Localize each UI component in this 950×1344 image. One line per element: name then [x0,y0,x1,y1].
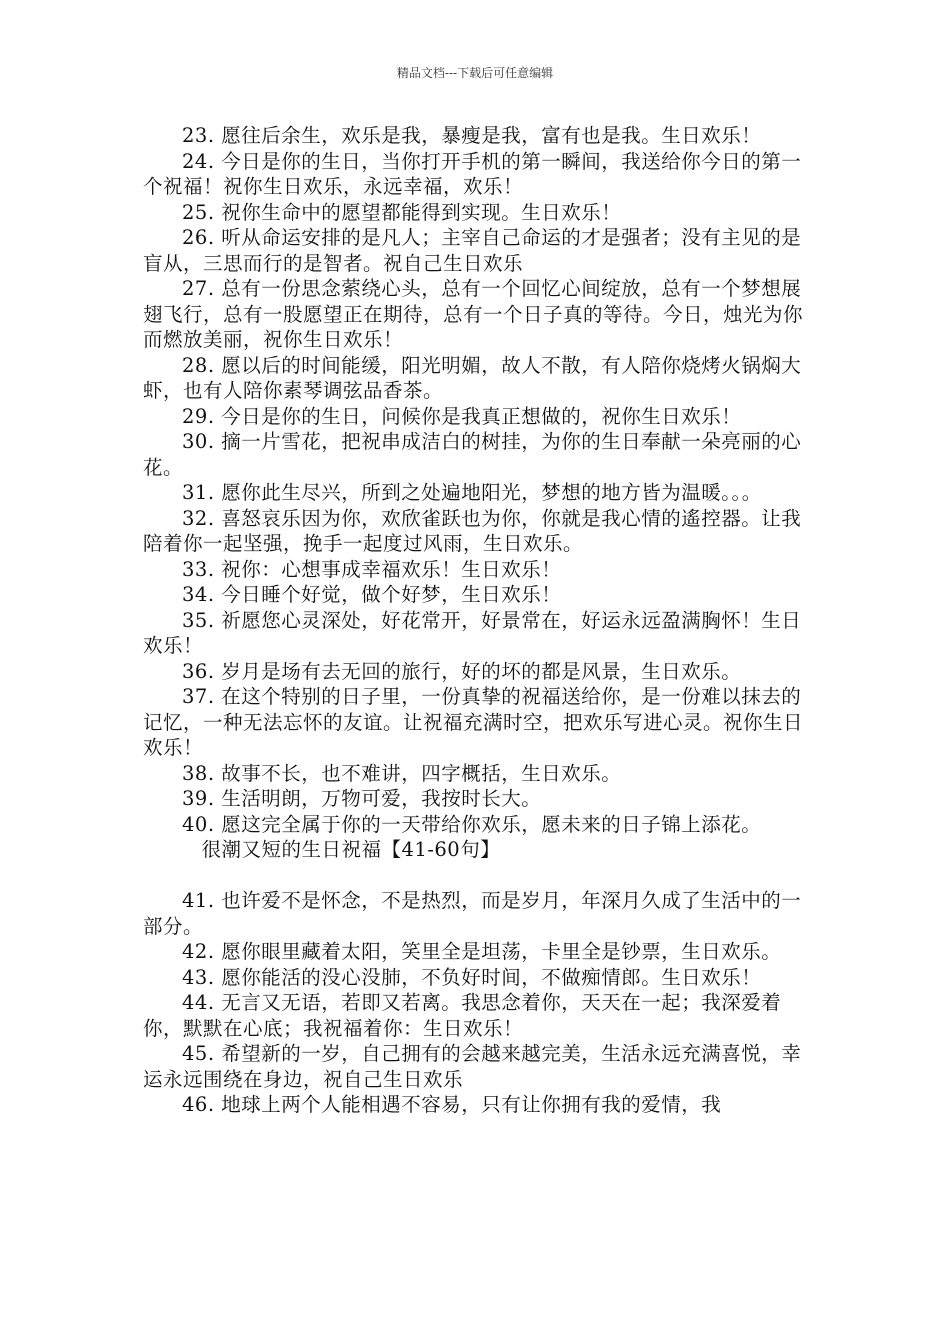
paragraph-41: 41. 也许爱不是怀念，不是热烈，而是岁月，年深月久成了生活中的一部分。 [143,889,802,938]
paragraph-31: 31. 愿你此生尽兴，所到之处遍地阳光，梦想的地方皆为温暖。。。 [182,481,762,504]
paragraph-30: 30. 摘一片雪花，把祝串成洁白的树挂，为你的生日奉献一朵亮丽的心花。 [143,430,802,479]
paragraph-40: 40. 愿这完全属于你的一天带给你欢乐，愿未来的日子锦上添花。 [182,812,762,836]
paragraph-38: 38. 故事不长，也不难讲，四字概括，生日欢乐。 [182,761,622,785]
paragraph-26: 26. 听从命运安排的是凡人；主宰自己命运的才是强者；没有主见的是盲从，三思而行的是智者。祝自己生日欢乐 [143,226,802,275]
paragraph-37: 37. 在这个特别的日子里，一份真挚的祝福送给你，是一份难以抹去的记忆，一种无法忘怀的友谊。让祝福充满时空，把欢乐写进心灵。祝你生日欢乐！ [143,685,804,759]
paragraph-32: 32. 喜怒哀乐因为你，欢欣雀跃也为你，你就是我心情的遙控器。让我陪着你一起坚强，挽手一起度过风雨，生日欢乐。 [143,506,802,555]
paragraph-29: 29. 今日是你的生日，问候你是我真正想做的，祝你生日欢乐！ [182,404,742,428]
paragraph-36: 36. 岁月是场有去无回的旅行，好的坏的都是风景，生日欢乐。 [182,659,742,683]
paragraph-43: 43. 愿你能活的没心没肺，不负好时间，不做痴情郎。生日欢乐！ [182,965,762,989]
paragraph-33: 33. 祝你：心想事成幸福欢乐！生日欢乐！ [182,557,562,581]
paragraph-46: 46. 地球上两个人能相遇不容易，只有让你拥有我的爱情，我 [182,1093,722,1116]
page-header: 精品文档---下载后可任意编辑 [396,66,554,80]
paragraph-25: 25. 祝你生命中的愿望都能得到实现。生日欢乐！ [182,200,622,224]
paragraph-42: 42. 愿你眼里藏着太阳，笑里全是坦荡，卡里全是钞票，生日欢乐。 [182,940,782,963]
paragraph-24: 24. 今日是你的生日，当你打开手机的第一瞬间，我送给你今日的第一个祝福！祝你生日欢乐，永远幸福，欢乐！ [143,149,802,198]
paragraph-35: 35. 祈愿您心灵深处，好花常开，好景常在，好运永远盈满胸怀！生日欢乐！ [143,608,802,657]
paragraph-28: 28. 愿以后的时间能缓，阳光明媚，故人不散，有人陪你烧烤火锅焖大虾，也有人陪你素琴调弦品香茶。 [143,353,802,402]
section-heading: 很潮又短的生日祝福【41-60句】 [201,838,501,861]
paragraph-34: 34. 今日睡个好觉，做个好梦，生日欢乐！ [182,583,562,606]
paragraph-39: 39. 生活明朗，万物可爱，我按时长大。 [182,787,542,810]
document-body [143,123,819,1118]
paragraph-27: 27. 总有一份思念萦绕心头，总有一个回忆心间绽放，总有一个梦想展翅飞行，总有一股愿望正在期待，总有一个日子真的等待。今日，烛光为你而燃放美丽，祝你生日欢乐！ [143,277,804,351]
paragraph-23: 23. 愿往后余生，欢乐是我，暴瘦是我，富有也是我。生日欢乐！ [182,124,762,147]
paragraph-44: 44. 无言又无语，若即又若离。我思念着你，天天在一起；我深爱着你，默默在心底；我祝福着你：生日欢乐！ [143,991,782,1040]
paragraph-45: 45. 希望新的一岁，自己拥有的会越来越完美，生活永远充满喜悦，幸运永远围绕在身边，祝自己生日欢乐 [143,1042,802,1091]
